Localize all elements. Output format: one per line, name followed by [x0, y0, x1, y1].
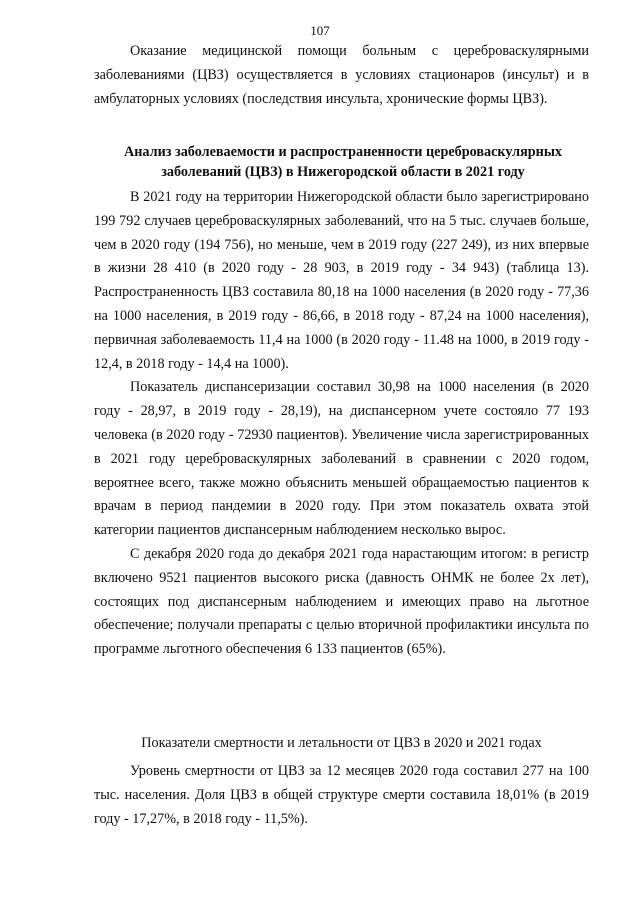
mortality-subheading: Показатели смертности и летальности от ЦВЗ в 2020 и 2021 годах	[141, 735, 542, 751]
intro-block	[94, 40, 589, 111]
page-number: 107	[310, 23, 330, 38]
body-block	[94, 186, 589, 662]
paragraph-incidence: В 2021 году на территории Нижегородской области было зарегистрировано 199 792 случаев цереброваскулярных заболеваний, что на 5 тыс. случаев больше, чем в 2020 году (194 756), но меньше, чем в 2019 году (227 249), из них впервые в жизни 28 410 (в 2020 году - 28 903, в 2019 году - 34 943) (таблица 13). Распространенность ЦВЗ составила 80,18 на 1000 населения (в 2020 году - 77,36 на 1000 населения, в 2019 году - 86,66, в 2018 году - 87,24 на 1000 населения), первичная заболеваемость 11,4 на 1000 (в 2020 году - 11.48 на 1000, в 2019 году - 12,4, в 2018 году - 14,4 на 1000).	[94, 189, 589, 372]
paragraph-mortality: Уровень смертности от ЦВЗ за 12 месяцев 2020 года составил 277 на 100 тыс. населения. Доля ЦВЗ в общей структуре смерти составила 18,01% (в 2019 году - 17,27%, в 2018 году - 11,5%).	[94, 763, 589, 827]
section-heading: Анализ заболеваемости и распространенности цереброваскулярных заболеваний (ЦВЗ) в Нижегородской области в 2021 году	[123, 144, 562, 180]
intro-paragraph: Оказание медицинской помощи больным с цереброваскулярными заболеваниями (ЦВЗ) осуществляется в условиях стационаров (инсульт) и в амбулаторных условиях (последствия инсульта, хронические формы ЦВЗ).	[94, 43, 589, 107]
paragraph-register: С декабря 2020 года до декабря 2021 года нарастающим итогом: в регистр включено 9521 пациентов высокого риска (давность ОНМК не более 2х лет), состоящих под диспансерным наблюдением и имеющих право на льготное обеспечение; получали препараты с целью вторичной профилактики инсульта по программе льготного обеспечения 6 133 пациентов (65%).	[94, 545, 589, 658]
mortality-block	[94, 760, 589, 831]
paragraph-dispensary: Показатель диспансеризации составил 30,98 на 1000 населения (в 2020 году - 28,97, в 2019 году - 28,19), на диспансерном учете состояло 77 193 человека (в 2020 году - 72930 пациентов). Увеличение числа зарегистрированных в 2021 году цереброваскулярных заболеваний в сравнении с 2020 годом, вероятнее всего, также можно объяснить меньшей обращаемостью пациентов к врачам в период пандемии в 2020 году. При этом показатель охвата этой категории пациентов диспансерным наблюдением несколько вырос.	[94, 379, 589, 539]
